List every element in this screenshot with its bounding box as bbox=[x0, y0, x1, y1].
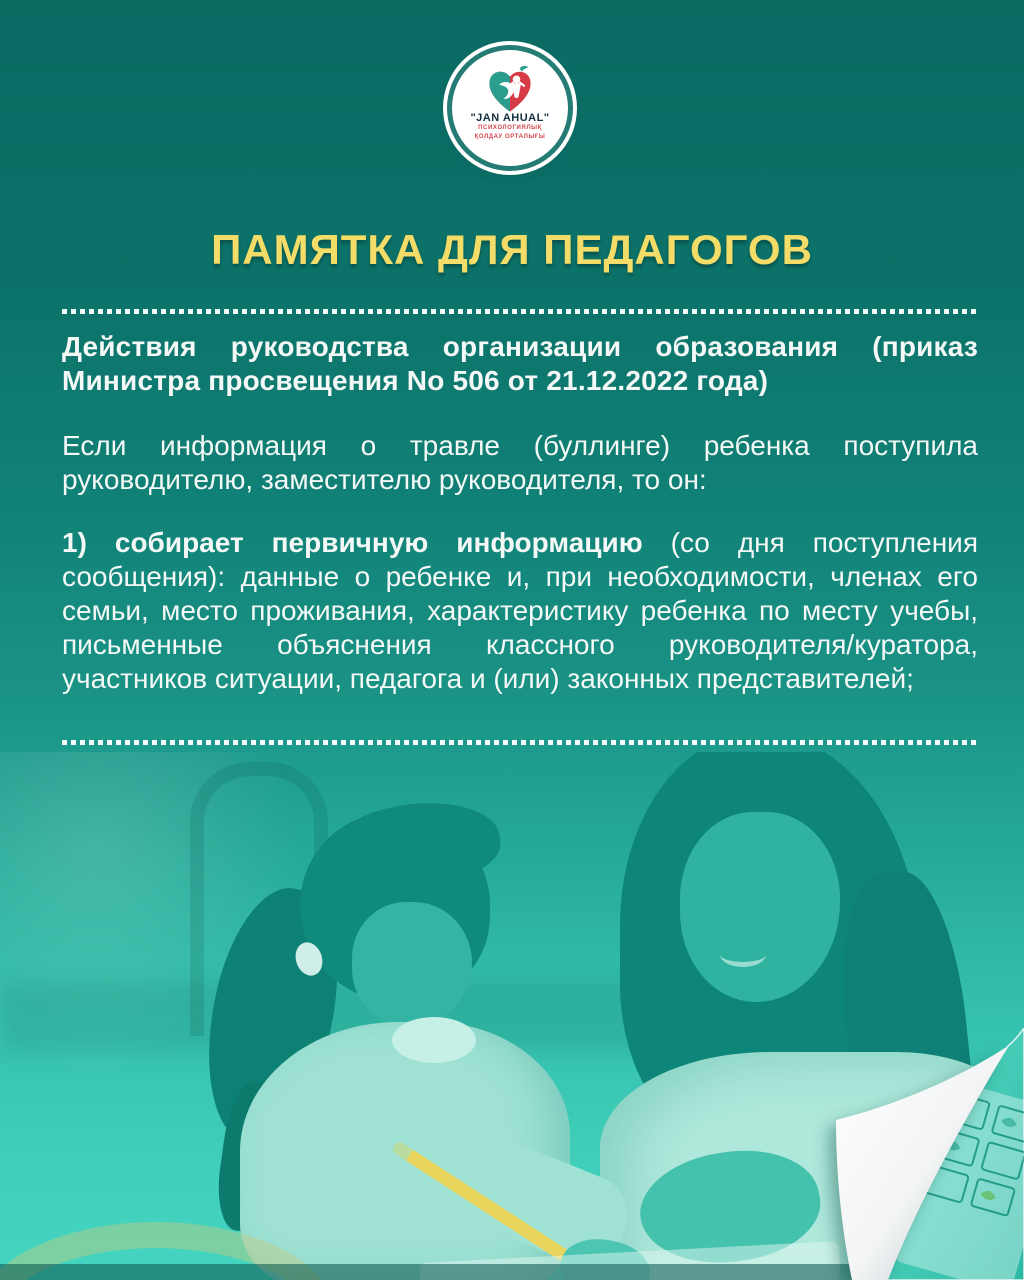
girl-collar-frill bbox=[392, 1017, 476, 1063]
logo-subtitle bbox=[475, 124, 546, 142]
page-title: ПАМЯТКА ДЛЯ ПЕДАГОГОВ bbox=[211, 226, 813, 273]
section-heading: Действия руководства организации образования (приказ Министра просвещения No 506 от 21.12.2022 года) bbox=[62, 331, 978, 397]
dotted-separator-top bbox=[62, 309, 978, 314]
intro-paragraph: Если информация о травле (буллинге) ребенка поступила руководителю, заместителю руководителя, то он: bbox=[62, 430, 978, 496]
page-curl-icon bbox=[812, 1028, 1024, 1280]
memo-content bbox=[62, 330, 978, 696]
item-1-paragraph bbox=[62, 526, 978, 697]
logo-disc bbox=[452, 50, 568, 166]
logo-heart-icon bbox=[483, 64, 537, 114]
logo-subtitle-line1: ПСИХОЛОГИЯЛЫҚ bbox=[478, 125, 542, 131]
organization-logo bbox=[452, 50, 568, 166]
item-1-body: (со дня поступления сообщения): данные о ребенке и, при необходимости, членах его семьи, место проживания, характеристику ребенка по месту учебы, письменные объяснения классного руководителя/куратора, участников ситуации, педагога и (или) законных представителей; bbox=[62, 526, 978, 695]
logo-subtitle-line2: ҚОЛДАУ ОРТАЛЫҒЫ bbox=[474, 134, 546, 140]
page-curl-corner bbox=[812, 1028, 1024, 1280]
teacher-smile bbox=[720, 942, 766, 967]
logo-name: "JAN AHUAL" bbox=[470, 112, 550, 124]
item-1-lead: 1) собирает первичную информацию bbox=[62, 526, 643, 558]
dotted-separator-bottom bbox=[62, 740, 978, 745]
